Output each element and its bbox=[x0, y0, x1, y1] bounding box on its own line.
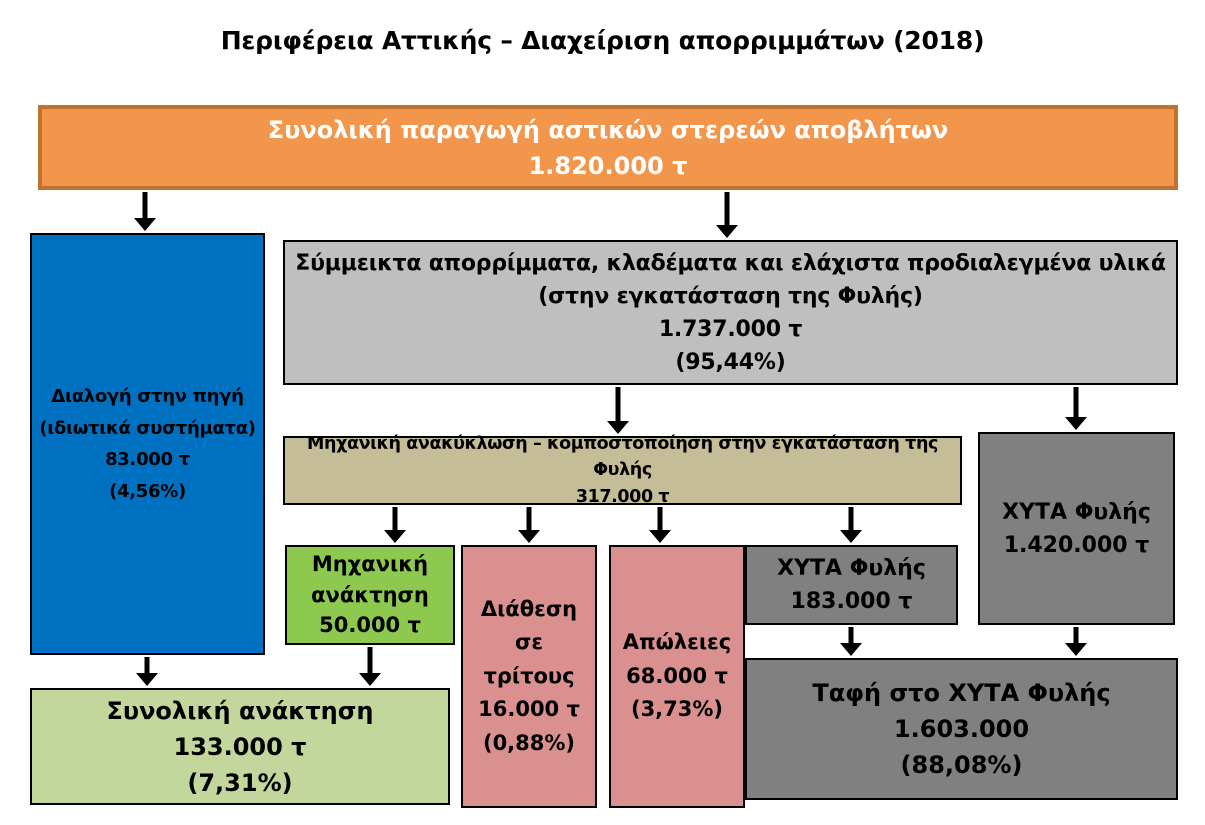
box-losses bbox=[609, 545, 745, 808]
box-text-line: ανάκτηση bbox=[311, 582, 429, 607]
arrow-mixed-to-mechanical-recycling bbox=[606, 387, 630, 434]
box-percent-line: (4,56%) bbox=[109, 480, 186, 502]
box-value-line: 68.000 τ bbox=[626, 663, 728, 688]
arrow-head-icon bbox=[607, 421, 629, 434]
box-text-line: τρίτους bbox=[483, 663, 575, 688]
box-value-line: 83.000 τ bbox=[105, 449, 190, 470]
box-text-line: (στην εγκατάσταση της Φυλής) bbox=[538, 283, 923, 309]
arrow-stem bbox=[368, 647, 373, 676]
arrow-xyta-183000-to-landfill bbox=[839, 627, 863, 656]
box-percent-line: (7,31%) bbox=[187, 768, 293, 797]
arrow-head-icon bbox=[134, 218, 156, 231]
arrow-head-icon bbox=[1065, 417, 1087, 430]
box-text-line: Διαλογή στην πηγή bbox=[51, 386, 244, 407]
box-total-production bbox=[38, 105, 1178, 190]
arrow-recycling-to-third-parties bbox=[517, 507, 541, 543]
box-value-line: 133.000 τ bbox=[173, 732, 307, 761]
box-total-recovery bbox=[30, 688, 450, 805]
box-text-line: Διάθεση bbox=[480, 596, 578, 621]
arrow-mixed-to-xyta-1420000 bbox=[1064, 387, 1088, 430]
box-value-line: 1.820.000 τ bbox=[528, 151, 688, 180]
arrow-recycling-to-mechanical-recovery bbox=[383, 507, 407, 543]
box-mechanical-recovery bbox=[285, 545, 455, 645]
box-value-line: 1.603.000 bbox=[893, 715, 1030, 743]
box-value-line: 16.000 τ bbox=[478, 697, 580, 722]
arrow-stem bbox=[725, 192, 730, 228]
arrow-head-icon bbox=[840, 643, 862, 656]
box-xyta-fylis-1420000 bbox=[978, 432, 1175, 625]
diagram-title: Περιφέρεια Αττικής – Διαχείριση απορριμμάτων (2018) bbox=[220, 26, 985, 55]
box-text-line: ΧΥΤΑ Φυλής bbox=[777, 556, 926, 581]
arrow-source-sorting-to-total-recovery bbox=[135, 657, 159, 686]
box-text-line: (ιδιωτικά συστήματα) bbox=[39, 417, 256, 439]
arrow-head-icon bbox=[518, 530, 540, 543]
box-value-line: 50.000 τ bbox=[319, 613, 421, 638]
box-text-line: Απώλειες bbox=[622, 630, 732, 655]
arrow-head-icon bbox=[359, 673, 381, 686]
box-text-line: Ταφή στο ΧΥΤΑ Φυλής bbox=[812, 679, 1111, 707]
arrow-head-icon bbox=[716, 225, 738, 238]
box-text-line: Σύμμεικτα απορρίμματα, κλαδέματα και ελάχιστα προδιαλεγμένα υλικά bbox=[295, 250, 1166, 276]
box-percent-line: (3,73%) bbox=[630, 697, 724, 722]
arrow-stem bbox=[616, 387, 621, 424]
box-percent-line: (95,44%) bbox=[675, 349, 786, 375]
box-xyta-fylis-183000 bbox=[745, 545, 958, 625]
box-landfill-xyta-fylis bbox=[745, 658, 1178, 800]
box-text-line: Συνολική παραγωγή αστικών στερεών αποβλήτων bbox=[267, 115, 949, 144]
box-value-line: 183.000 τ bbox=[790, 589, 913, 614]
arrow-head-icon bbox=[649, 530, 671, 543]
arrow-head-icon bbox=[136, 673, 158, 686]
box-percent-line: (88,08%) bbox=[900, 751, 1023, 779]
box-text-line: σε bbox=[514, 630, 544, 655]
arrow-recycling-to-xyta-183000 bbox=[839, 507, 863, 543]
box-mixed-waste bbox=[283, 240, 1178, 385]
box-value-line: 1.737.000 τ bbox=[658, 316, 803, 342]
arrow-head-icon bbox=[840, 530, 862, 543]
arrow-total-to-mixed-waste bbox=[715, 192, 739, 238]
arrow-recycling-to-losses bbox=[648, 507, 672, 543]
box-disposal-third-parties bbox=[461, 545, 597, 808]
box-source-sorting bbox=[30, 233, 265, 655]
box-text-line: ΧΥΤΑ Φυλής bbox=[1002, 499, 1151, 525]
box-text-line: Μηχανική bbox=[311, 552, 429, 577]
box-percent-line: (0,88%) bbox=[482, 730, 576, 755]
arrow-head-icon bbox=[384, 530, 406, 543]
arrow-mechanical-recovery-to-total-recovery bbox=[358, 647, 382, 686]
box-text-line: Μηχανική ανακύκλωση – κομποστοποίηση στην εγκατάσταση της Φυλής bbox=[307, 434, 938, 481]
arrow-stem bbox=[143, 192, 148, 221]
box-value-line: 1.420.000 τ bbox=[1003, 532, 1150, 558]
arrow-head-icon bbox=[1065, 643, 1087, 656]
box-mechanical-recycling bbox=[283, 436, 962, 505]
arrow-total-to-source-sorting bbox=[133, 192, 157, 231]
arrow-xyta-1420000-to-landfill bbox=[1064, 627, 1088, 656]
arrow-stem bbox=[1074, 387, 1079, 420]
box-text-line: Συνολική ανάκτηση bbox=[106, 696, 374, 725]
box-value-line: 317.000 τ bbox=[575, 486, 670, 507]
